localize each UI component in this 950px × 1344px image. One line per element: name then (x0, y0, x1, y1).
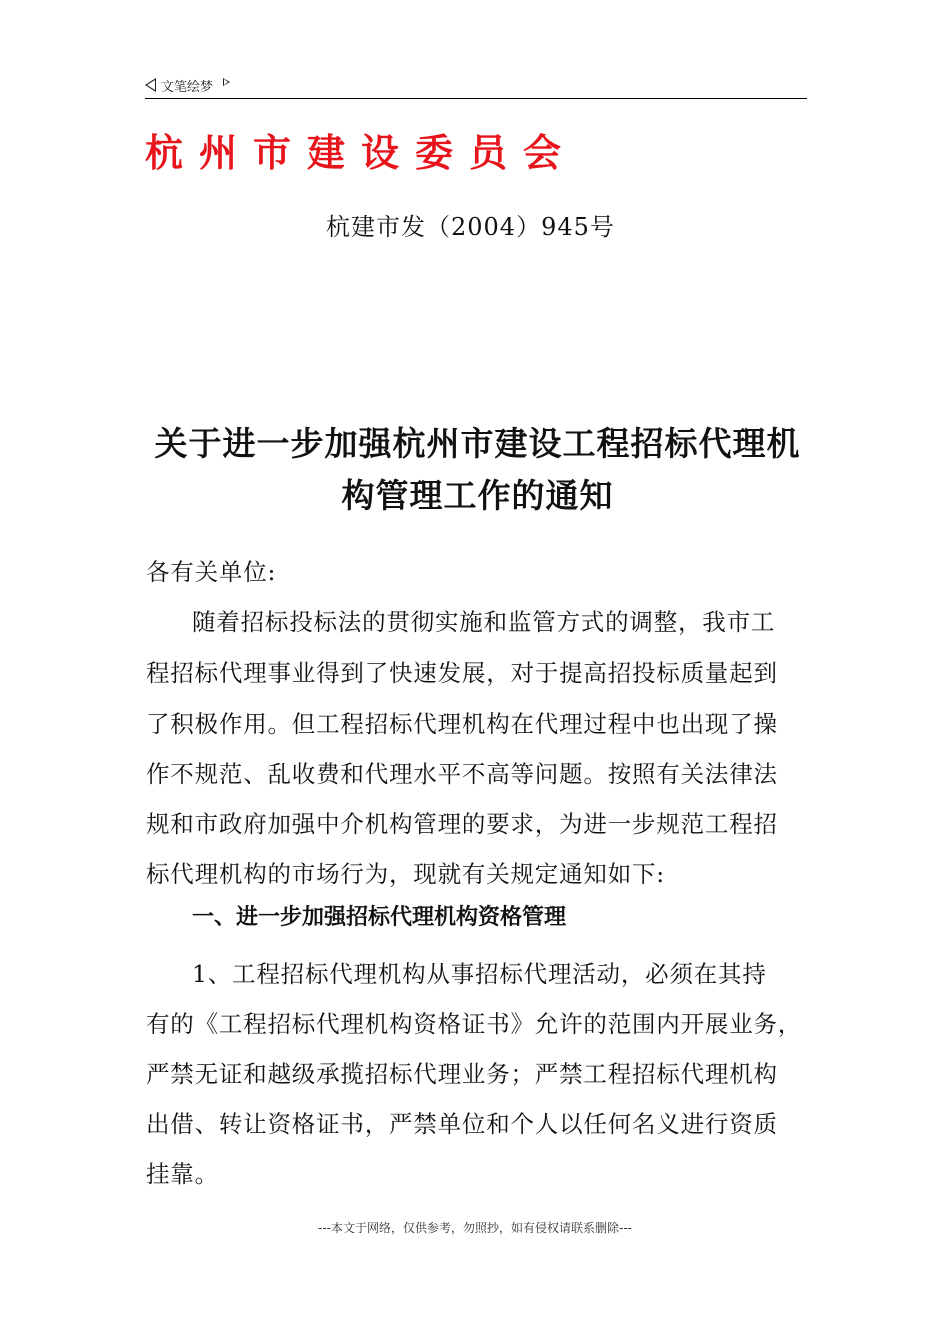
triangle-left-icon (145, 78, 156, 92)
header-label: 文笔绘梦 (161, 79, 214, 95)
page-header (145, 72, 807, 99)
section-line: 出借、转让资格证书，严禁单位和个人以任何名义进行资质 (146, 1110, 778, 1138)
intro-line: 了积极作用。但工程招标代理机构在代理过程中也出现了操 (146, 710, 778, 738)
section-line: 有的《工程招标代理机构资格证书》允许的范围内开展业务， (146, 1010, 803, 1038)
intro-line: 程招标代理事业得到了快速发展，对于提高招投标质量起到 (146, 659, 778, 687)
intro-line: 作不规范、乱收费和代理水平不高等问题。按照有关法律法 (146, 760, 778, 788)
footer-disclaimer: ---本文于网络，仅供参考，勿照抄，如有侵权请联系删除--- (318, 1221, 632, 1235)
notice-title-line-1: 关于进一步加强杭州市建设工程招标代理机 (154, 424, 801, 463)
intro-line: 规和市政府加强中介机构管理的要求，为进一步规范工程招 (146, 810, 778, 838)
salutation: 各有关单位: (146, 558, 277, 586)
intro-line: 随着招标投标法的贯彻实施和监管方式的调整，我市工 (192, 608, 776, 636)
section-line: 1、工程招标代理机构从事招标代理活动，必须在其持 (192, 960, 767, 988)
section-line: 严禁无证和越级承揽招标代理业务；严禁工程招标代理机构 (146, 1060, 778, 1088)
section-heading: 一、进一步加强招标代理机构资格管理 (192, 905, 567, 930)
section-line: 挂靠。 (146, 1160, 219, 1188)
document-number: 杭建市发（2004）945号 (326, 213, 615, 241)
organization-title: 杭州市建设委员会 (145, 131, 578, 175)
notice-title-line-2: 构管理工作的通知 (341, 476, 614, 515)
intro-line: 标代理机构的市场行为，现就有关规定通知如下: (146, 860, 666, 888)
triangle-right-icon (223, 78, 230, 86)
notice-title (140, 418, 815, 522)
